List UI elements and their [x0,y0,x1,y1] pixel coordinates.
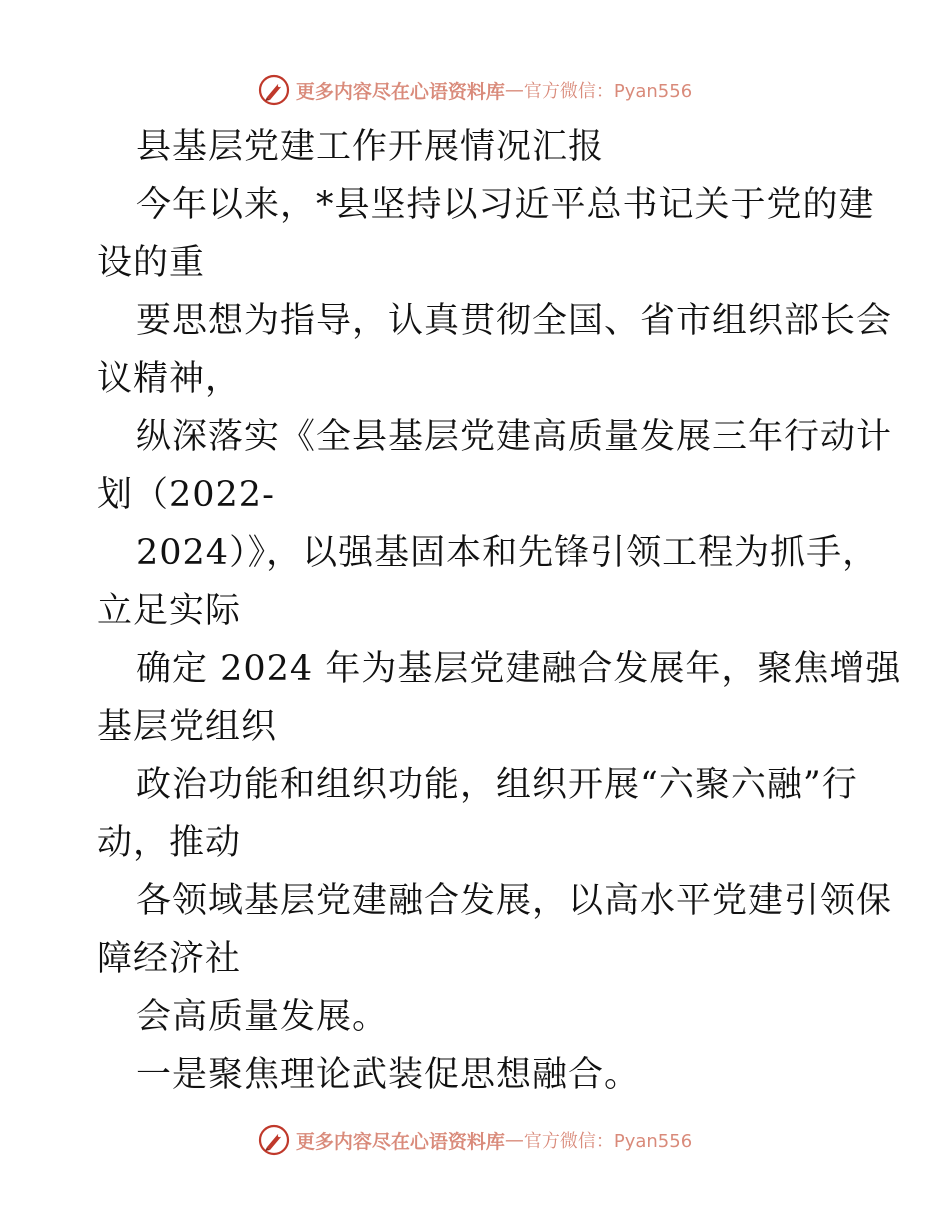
watermark-wechat: 官方微信：Pyan556 [523,1131,693,1152]
paragraph-line: 今年以来，*县坚持以习近平总书记关于党的建 [136,185,875,225]
paragraph-line: 动，推动 [97,823,242,863]
paragraph-line: 会高质量发展。 [136,997,389,1037]
pen-logo-icon [258,74,290,106]
watermark-header [0,72,950,108]
document-body [97,118,902,1104]
paragraph-line: 基层党组织 [97,707,278,747]
pen-logo-icon [258,1124,290,1156]
paragraph-line: 确定 2024 年为基层党建融合发展年，聚焦增强 [136,649,902,689]
paragraph-line: 2024）》，以强基固本和先锋引领工程为抓手， [136,533,879,573]
paragraph-line: 议精神， [97,359,242,399]
paragraph-line: 划（2022- [97,475,275,515]
section-heading: 一是聚焦理论武装促思想融合。 [136,1055,641,1095]
paragraph-line: 纵深落实《全县基层党建高质量发展三年行动计 [136,417,893,457]
watermark-title: 更多内容尽在心语资料库 [295,80,505,103]
watermark-wechat: 官方微信：Pyan556 [523,81,693,102]
paragraph-line: 障经济社 [97,939,242,979]
watermark-title: 更多内容尽在心语资料库 [295,1130,505,1153]
watermark-footer [0,1122,950,1158]
paragraph-line: 要思想为指导，认真贯彻全国、省市组织部长会 [136,301,893,341]
paragraph-line: 各领域基层党建融合发展，以高水平党建引领保 [136,881,893,921]
watermark-separator: — [504,1129,524,1151]
paragraph-line: 设的重 [97,243,206,283]
watermark-separator: — [504,79,524,101]
paragraph-line: 立足实际 [97,591,242,631]
document-title: 县基层党建工作开展情况汇报 [136,127,605,167]
paragraph-line: 政治功能和组织功能，组织开展“六聚六融”行 [136,765,858,805]
